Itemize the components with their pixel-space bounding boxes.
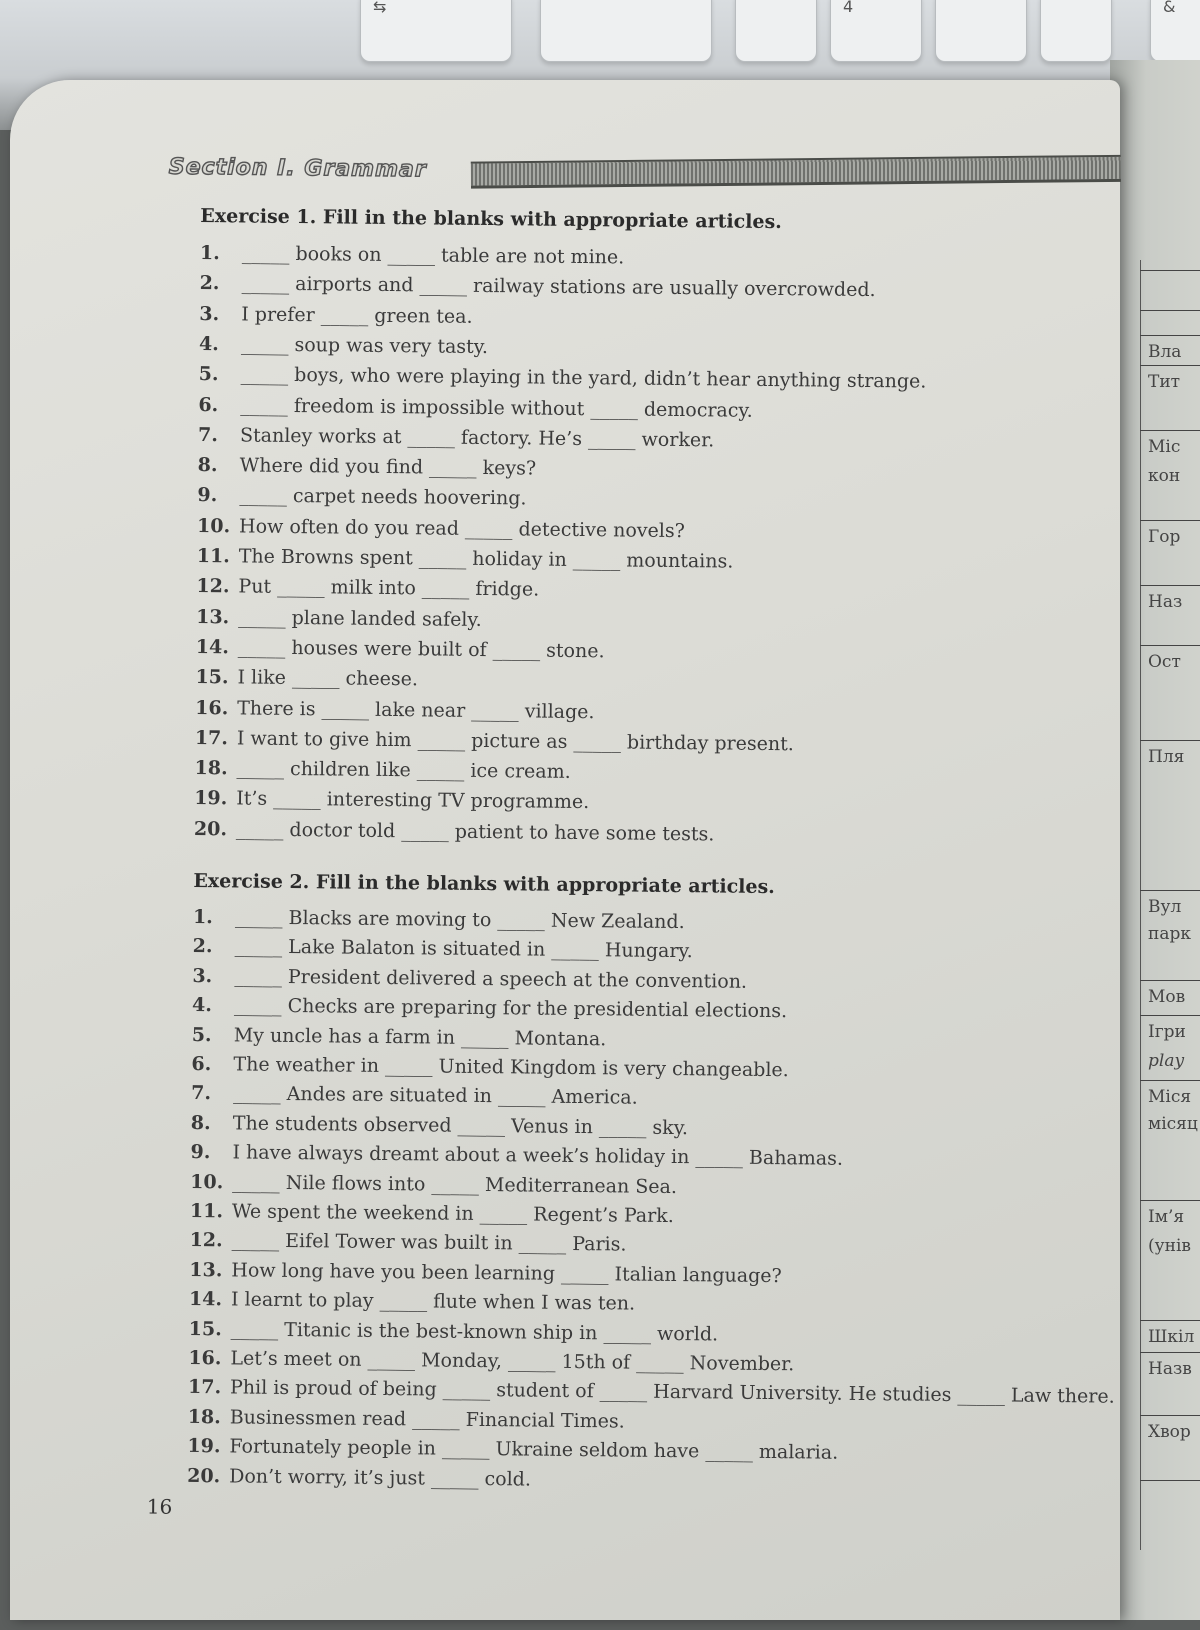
item-number: 5. [198,363,219,386]
item-number: 11. [189,1199,224,1223]
item-number: 4. [191,994,213,1017]
table-border [1140,260,1141,1550]
item-text: I want to give him _____ picture as _____ birthday present. [236,727,794,756]
item-number: 7. [191,1082,212,1105]
book-page [10,80,1120,1620]
item-number: 10. [190,1170,224,1193]
tab-arrow-icon: ⇆ [373,0,387,16]
item-text: Put _____ milk into _____ fridge. [238,575,540,601]
item-text: Businessmen read _____ Financial Times. [229,1406,625,1433]
item-number: 16. [195,696,229,719]
item-number: 2. [199,272,220,295]
item-number: 8. [197,454,218,477]
item-text: Don’t worry, it’s just _____ cold. [229,1464,532,1491]
table-cell: Тит [1140,365,1200,366]
item-number: 20. [187,1464,221,1487]
item-text: We spent the weekend in _____ Regent’s Park. [231,1200,674,1228]
table-cell: Пля [1140,740,1200,741]
item-text: I learnt to play _____ flute when I was ten. [230,1288,636,1315]
table-cell: Міся [1140,1080,1200,1081]
item-text: _____ houses were built of _____ stone. [237,636,605,663]
item-number: 7. [197,423,219,446]
item-number: 15. [195,666,229,689]
item-text: _____ airports and _____ railway stations are usually overcrowded. [241,272,876,302]
item-text: _____ boys, who were playing in the yard, didn’t hear anything strange. [240,363,927,393]
keyboard-key-label: 4 [843,0,854,16]
item-text: Fortunately people in _____ Ukraine seldom have _____ malaria. [229,1435,839,1464]
item-number: 1. [199,242,220,265]
item-number: 10. [196,514,231,538]
item-number: 9. [197,484,218,507]
table-cell [1140,270,1200,271]
item-text: Where did you find _____ keys? [239,454,537,480]
item-text: How long have you been learning _____ Italian language? [231,1259,782,1287]
table-cell [1140,1480,1200,1481]
item-text: _____ carpet needs hoovering. [239,484,527,510]
item-number: 3. [199,302,220,325]
keyboard-key [540,0,712,62]
item-number: 14. [188,1288,223,1311]
table-cell: Шкіл [1140,1320,1200,1321]
keyboard-key-ampersand [1150,0,1200,62]
item-number: 2. [192,935,213,958]
item-number: 5. [191,1023,212,1046]
item-number: 3. [192,964,213,987]
exercise-1-title: Exercise 1. Fill in the blanks with appropriate articles. [200,205,782,234]
keyboard-key-tab [360,0,512,62]
item-text: The students observed _____ Venus in _____ sky. [232,1112,689,1139]
table-cell: Мов [1140,980,1200,981]
item-number: 20. [193,817,228,841]
item-number: 17. [187,1376,222,1399]
table-cell: Назв [1140,1352,1200,1353]
item-text: _____ Checks are preparing for the presidential elections. [233,994,788,1023]
item-text: _____ President delivered a speech at the convention. [234,965,748,993]
table-cell: Ігри [1140,1015,1200,1016]
item-text: There is _____ lake near _____ village. [237,696,595,723]
item-number: 13. [189,1258,223,1282]
item-text: I like _____ cheese. [237,666,419,691]
keyboard-key-label: & [1163,0,1176,16]
item-number: 8. [190,1111,211,1134]
item-number: 11. [196,544,230,568]
item-text: How often do you read _____ detective novels? [238,515,685,542]
item-text: My uncle has a farm in _____ Montana. [233,1023,607,1050]
item-text: Let’s meet on _____ Monday, _____ 15th of _____ November. [230,1347,795,1376]
item-text: _____ soup was very tasty. [240,333,489,358]
keyboard-key [735,0,817,62]
item-number: 12. [189,1229,223,1252]
item-text: _____ Blacks are moving to _____ New Zealand. [234,906,685,934]
item-text: _____ Andes are situated in _____ America. [233,1082,638,1110]
item-text: _____ freedom is impossible without _____ democracy. [240,393,753,422]
section-title: Section I. Grammar [168,154,427,183]
item-text: I have always dreamt about a week’s holiday in _____ Bahamas. [232,1141,844,1170]
item-text: It’s _____ interesting TV programme. [236,787,590,814]
item-text: _____ books on _____ table are not mine. [241,242,625,269]
item-text: _____ children like _____ ice cream. [236,757,571,784]
table-cell: Ост [1140,645,1200,646]
table-cell: Вул [1140,890,1200,891]
adjacent-page: Вла Тит Міс кон Гор Наз Ост Пля Вул парк Мов Ігри play Міся місяц Ім’я (унів Шкіл Назв Хвор [1110,60,1200,1620]
table-cell: Вла [1140,335,1200,336]
item-text: Phil is proud of being _____ student of _____ Harvard University. He studies _____ Law there. [229,1376,1115,1409]
item-number: 12. [196,575,230,598]
item-number: 6. [198,393,219,416]
table-cell: Гор [1140,520,1200,521]
item-number: 19. [194,787,228,810]
item-number: 13. [196,605,230,628]
table-cell: Ім’я [1140,1200,1200,1201]
item-text: The Browns spent _____ holiday in _____ mountains. [238,545,734,573]
item-text: _____ doctor told _____ patient to have some tests. [235,818,715,846]
item-number: 6. [191,1052,212,1076]
item-number: 17. [194,726,229,750]
table-cell [1140,310,1200,311]
keyboard-key [935,0,1027,62]
item-text: _____ Eifel Tower was built in _____ Paris. [231,1229,627,1256]
item-number: 15. [188,1317,222,1340]
item-text: _____ Titanic is the best-known ship in _____ world. [230,1317,719,1346]
item-text: _____ Lake Balaton is situated in _____ Hungary. [234,935,693,963]
exercise-2-title: Exercise 2. Fill in the blanks with appropriate articles. [193,869,775,899]
item-text: The weather in _____ United Kingdom is very changeable. [233,1053,789,1082]
item-number: 18. [187,1405,221,1429]
page-number: 16 [146,1494,173,1519]
table-cell: Наз [1140,585,1200,586]
item-number: 19. [187,1435,221,1458]
item-text: I prefer _____ green tea. [241,303,473,328]
item-text: _____ Nile flows into _____ Mediterranean Sea. [232,1170,678,1198]
item-text: Stanley works at _____ factory. He’s _____ worker. [239,424,715,452]
item-number: 1. [192,905,213,929]
item-text: _____ plane landed safely. [238,606,482,631]
item-number: 14. [195,635,230,659]
item-number: 4. [198,332,219,356]
item-number: 16. [188,1346,222,1370]
table-cell: Міс [1140,430,1200,431]
item-number: 18. [194,757,228,780]
keyboard-key-4 [830,0,922,62]
page-content [0,78,1122,1630]
item-number: 9. [190,1141,211,1164]
table-cell: Хвор [1140,1415,1200,1416]
keyboard-key [1040,0,1112,62]
section-rule [471,155,1121,189]
